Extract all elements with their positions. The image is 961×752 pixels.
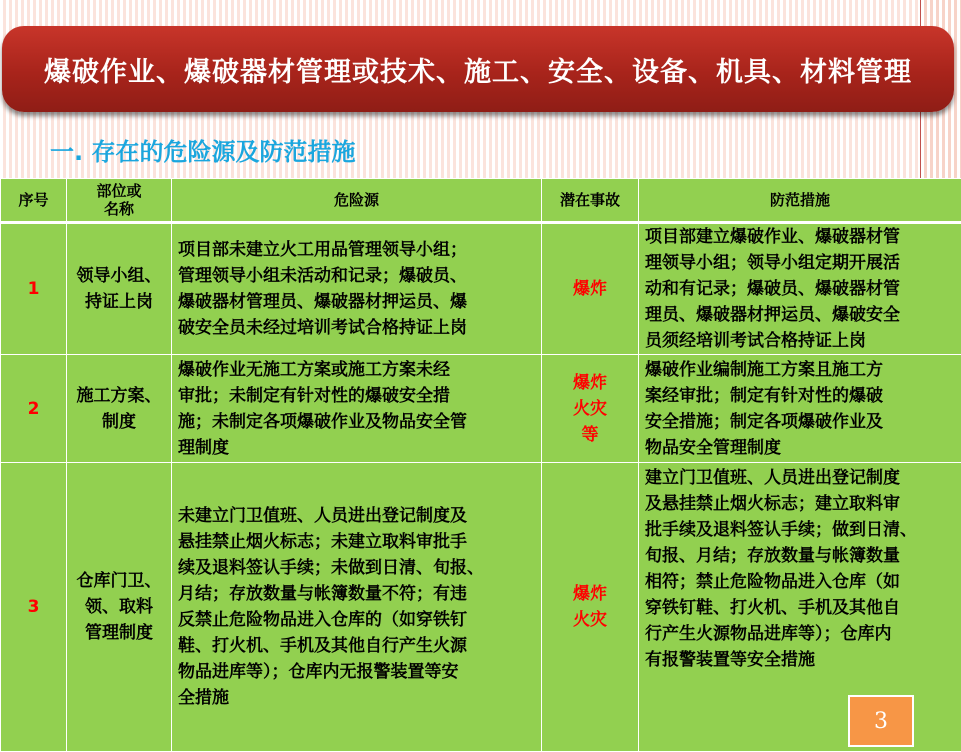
cell-line: 爆炸 [573,584,607,604]
cell-line: 破安全员未经过培训考试合格持证上岗 [178,318,467,338]
row-accident [542,355,639,463]
row-accident [542,463,639,752]
header-seq: 序号 [1,179,67,223]
cell-line: 及悬挂禁止烟火标志；建立取料审 [645,494,900,514]
row-location [67,463,172,752]
header-accident: 潜在事故 [542,179,639,223]
cell-line: 施工方案、 [77,386,162,406]
row-accident [542,223,639,355]
cell-line: 理员、爆破器材押运员、爆破安全 [645,305,900,325]
cell-line: 爆破器材管理员、爆破器材押运员、爆 [178,292,467,312]
cell-line: 理制度 [178,438,229,458]
cell-line: 领导小组、 [77,266,162,286]
cell-line: 物品进库等）；仓库内无报警装置等安 [178,662,459,682]
cell-line: 领、取料 [85,597,153,617]
cell-line: 穿铁钉鞋、打火机、手机及其他自 [645,598,900,618]
table-header-row [1,179,961,223]
cell-line: 案经审批；制定有针对性的爆破 [645,386,883,406]
cell-line: 仓库门卫、 [77,571,162,591]
cell-line: 全措施 [178,688,229,708]
header-location [67,179,172,223]
cell-line: 持证上岗 [85,292,153,312]
header-location-line: 名称 [104,200,134,218]
cell-line: 相符；禁止危险物品进入仓库（如 [645,572,900,592]
row-seq: 1 [1,223,67,355]
cell-line: 动和有记录；爆破员、爆破器材管 [645,279,900,299]
cell-line: 施；未制定各项爆破作业及物品安全管 [178,412,467,432]
header-measure: 防范措施 [639,179,961,223]
row-measure [639,223,961,355]
cell-line: 爆破作业无施工方案或施工方案未经 [178,360,450,380]
cell-line: 爆炸 [573,279,607,299]
row-location [67,223,172,355]
cell-line: 批手续及退料签认手续；做到日清、 [645,520,917,540]
page-number-badge [848,695,914,747]
cell-line: 反禁止危险物品进入仓库的（如穿铁钉 [178,610,467,630]
cell-line: 鞋、打火机、手机及其他自行产生火源 [178,636,467,656]
cell-line: 制度 [102,412,136,432]
row-location [67,355,172,463]
header-location-line: 部位或 [96,182,141,200]
cell-line: 未建立门卫值班、人员进出登记制度及 [178,506,467,526]
table-row [1,223,961,355]
row-hazard [172,223,542,355]
cell-line: 爆破作业编制施工方案且施工方 [645,360,883,380]
page-title: 爆破作业、爆破器材管理或技术、施工、安全、设备、机具、材料管理 [44,50,912,89]
cell-line: 审批；未制定有针对性的爆破安全措 [178,386,450,406]
cell-line: 火灾 [573,399,607,419]
header-hazard: 危险源 [172,179,542,223]
row-measure [639,355,961,463]
cell-line: 爆炸 [573,373,607,393]
cell-line: 悬挂禁止烟火标志；未建立取料审批手 [178,532,467,552]
row-seq: 2 [1,355,67,463]
cell-line: 项目部建立爆破作业、爆破器材管 [645,227,900,247]
title-banner [2,26,954,112]
page-number: 3 [874,709,888,734]
cell-line: 续及退料签认手续；未做到日清、旬报、 [178,558,484,578]
table-row [1,463,961,752]
cell-line: 旬报、月结；存放数量与帐簿数量 [645,546,900,566]
row-hazard [172,355,542,463]
cell-line: 火灾 [573,610,607,630]
cell-line: 月结；存放数量与帐簿数量不符；有违 [178,584,467,604]
cell-line: 项目部未建立火工用品管理领导小组； [178,240,467,260]
cell-line: 管理领导小组未活动和记录；爆破员、 [178,266,467,286]
table-row [1,355,961,463]
hazard-table [0,178,961,752]
row-seq: 3 [1,463,67,752]
cell-line: 管理制度 [85,623,153,643]
cell-line: 建立门卫值班、人员进出登记制度 [645,468,900,488]
cell-line: 等 [582,425,599,445]
cell-line: 行产生火源物品进库等）；仓库内 [645,624,892,644]
cell-line: 员须经培训考试合格持证上岗 [645,331,866,351]
cell-line: 安全措施；制定各项爆破作业及 [645,412,883,432]
row-hazard [172,463,542,752]
cell-line: 物品安全管理制度 [645,438,781,458]
cell-line: 理领导小组；领导小组定期开展活 [645,253,900,273]
cell-line: 有报警装置等安全措施 [645,650,815,670]
section-subtitle: 一. 存在的危险源及防范措施 [50,136,355,168]
